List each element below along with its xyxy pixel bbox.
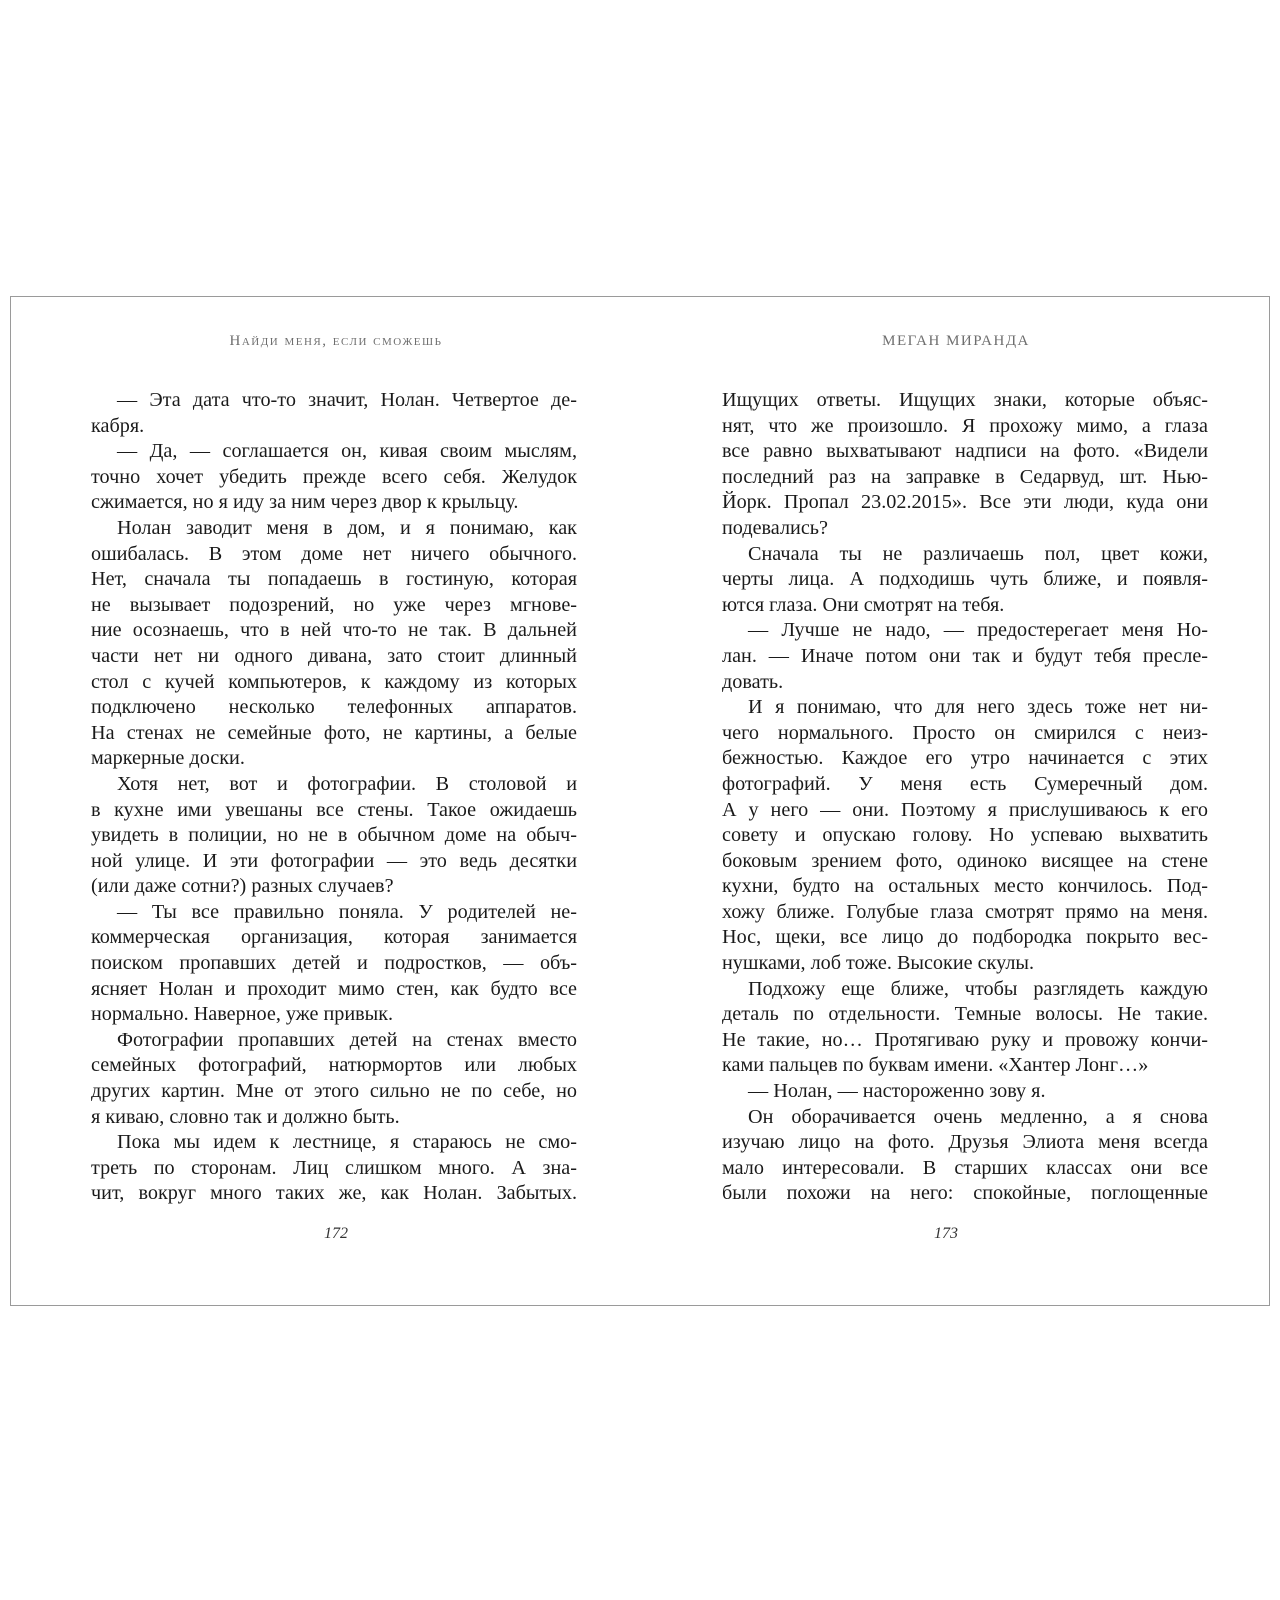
- text-line: хожу ближе. Голубые глаза смотрят прямо на меня.: [722, 900, 1208, 923]
- text-line: Он оборачивается очень медленно, а я снова: [748, 1105, 1208, 1128]
- text-line: — Лучше не надо, — предостерегает меня Но-: [748, 619, 1208, 642]
- text-line: Хотя нет, вот и фотографии. В столовой и: [117, 772, 577, 795]
- text-line: нормально. Наверное, уже привык.: [91, 1003, 394, 1026]
- text-line: все равно выхватывают надписи на фото. «Видели: [722, 440, 1208, 463]
- text-line: поиском пропавших детей и подростков, — объ-: [91, 952, 577, 975]
- text-line: части нет ни одного дивана, зато стоит длинный: [91, 644, 577, 667]
- text-line: в кухне ими увешаны все стены. Такое ожидаешь: [91, 798, 577, 821]
- running-head-right: [641, 333, 1271, 350]
- text-line: подевались?: [722, 516, 828, 539]
- text-line: точно хочет убедить прежде всего себя. Желудок: [91, 465, 577, 488]
- text-line: — Ты все правильно поняла. У родителей не-: [117, 900, 577, 923]
- text-line: маркерные доски.: [91, 747, 245, 770]
- left-text-block: [91, 388, 577, 1207]
- text-line: были похожи на него: спокойные, поглощенные: [722, 1182, 1208, 1205]
- text-line: — Да, — соглашается он, кивая своим мыслям,: [117, 440, 577, 463]
- text-line: я киваю, словно так и должно быть.: [91, 1105, 400, 1128]
- text-line: На стенах не семейные фото, не картины, а белые: [91, 721, 577, 744]
- text-line: мало интересовали. В старших классах они все: [722, 1156, 1208, 1179]
- text-line: Не такие, но… Протягиваю руку и провожу кончи-: [722, 1028, 1208, 1051]
- book-spread: [10, 296, 1270, 1306]
- text-line: ясняет Нолан и проходит мимо стен, как будто все: [91, 977, 577, 1000]
- text-line: ние осознаешь, что в ней что-то не так. В дальней: [91, 619, 577, 642]
- text-line: не вызывает подозрений, но уже через мгнове-: [91, 593, 577, 616]
- text-line: — Нолан, — настороженно зову я.: [748, 1080, 1046, 1103]
- page-number-right: 173: [934, 1225, 958, 1242]
- text-line: сжимается, но я иду за ним через двор к крыльцу.: [91, 491, 519, 514]
- text-line: — Эта дата что-то значит, Нолан. Четвертое де-: [117, 389, 577, 411]
- author-name: МЕГАН МИРАНДА: [882, 333, 1030, 349]
- text-line: последний раз на заправке в Седарвуд, шт. Нью-: [722, 465, 1208, 488]
- running-head-left: [11, 333, 641, 350]
- text-line: Пока мы идем к лестнице, я стараюсь не смо-: [117, 1131, 577, 1154]
- right-text-block: [722, 388, 1208, 1207]
- text-line: (или даже сотни?) разных случаев?: [91, 875, 394, 898]
- text-line: деталь по отдельности. Темные волосы. Не такие.: [722, 1003, 1208, 1026]
- text-line: А у него — они. Поэтому я прислушиваюсь к его: [722, 798, 1208, 821]
- text-line: нят, что же произошло. Я прохожу мимо, а глаза: [722, 414, 1208, 437]
- text-line: Сначала ты не различаешь пол, цвет кожи,: [748, 542, 1208, 565]
- text-line: Нолан заводит меня в дом, и я понимаю, как: [117, 516, 577, 539]
- page-number-left: 172: [324, 1225, 348, 1242]
- right-page: [641, 297, 1271, 1305]
- book-title: Найди меня, если сможешь: [229, 333, 443, 349]
- text-line: черты лица. А подходишь чуть ближе, и появля-: [722, 568, 1208, 591]
- text-line: коммерческая организация, которая занимается: [91, 926, 577, 949]
- text-line: Ищущих ответы. Ищущих знаки, которые объяс-: [722, 389, 1208, 411]
- text-line: Нос, щеки, все лицо до подбородка покрыто вес-: [722, 926, 1208, 949]
- text-line: изучаю лицо на фото. Друзья Элиота меня всегда: [722, 1131, 1208, 1154]
- text-line: треть по сторонам. Лиц слишком много. А зна-: [91, 1156, 577, 1179]
- text-line: бежностью. Каждое его утро начинается с этих: [722, 747, 1208, 770]
- text-line: Подхожу еще ближе, чтобы разглядеть каждую: [748, 977, 1208, 1000]
- text-line: подключено несколько телефонных аппаратов.: [91, 696, 577, 719]
- text-line: других картин. Мне от этого сильно не по себе, но: [91, 1080, 577, 1103]
- text-line: совету и опускаю голову. Но успеваю выхватить: [722, 824, 1208, 847]
- text-line: чит, вокруг много таких же, как Нолан. Забытых.: [91, 1182, 577, 1205]
- text-line: кабря.: [91, 414, 145, 437]
- text-line: ками пальцев по буквам имени. «Хантер Лонг…»: [722, 1054, 1149, 1077]
- text-line: стол с кучей компьютеров, к каждому из которых: [91, 670, 577, 693]
- text-line: кухни, будто на остальных место кончилось. Под-: [722, 875, 1208, 898]
- text-line: лан. — Иначе потом они так и будут тебя пресле-: [722, 644, 1208, 667]
- text-line: увидеть в полиции, но не в обычном доме на обыч-: [91, 824, 577, 847]
- text-line: Йорк. Пропал 23.02.2015». Все эти люди, куда они: [722, 491, 1208, 514]
- left-page: [11, 297, 641, 1305]
- text-line: И я понимаю, что для него здесь тоже нет ни-: [748, 696, 1208, 719]
- text-line: семейных фотографий, натюрмортов или любых: [91, 1054, 577, 1077]
- text-line: ной улице. И эти фотографии — это ведь десятки: [91, 849, 577, 872]
- text-line: Нет, сначала ты попадаешь в гостиную, которая: [91, 568, 577, 591]
- text-line: боковым зрением фото, одиноко висящее на стене: [722, 849, 1208, 872]
- text-line: фотографий. У меня есть Сумеречный дом.: [722, 772, 1208, 795]
- text-line: нушками, лоб тоже. Высокие скулы.: [722, 952, 1035, 975]
- text-line: ются глаза. Они смотрят на тебя.: [722, 593, 1005, 616]
- text-line: довать.: [722, 670, 784, 693]
- text-line: Фотографии пропавших детей на стенах вместо: [117, 1028, 577, 1051]
- text-line: ошибалась. В этом доме нет ничего обычного.: [91, 542, 577, 565]
- text-line: чего нормального. Просто он смирился с неиз-: [722, 721, 1208, 744]
